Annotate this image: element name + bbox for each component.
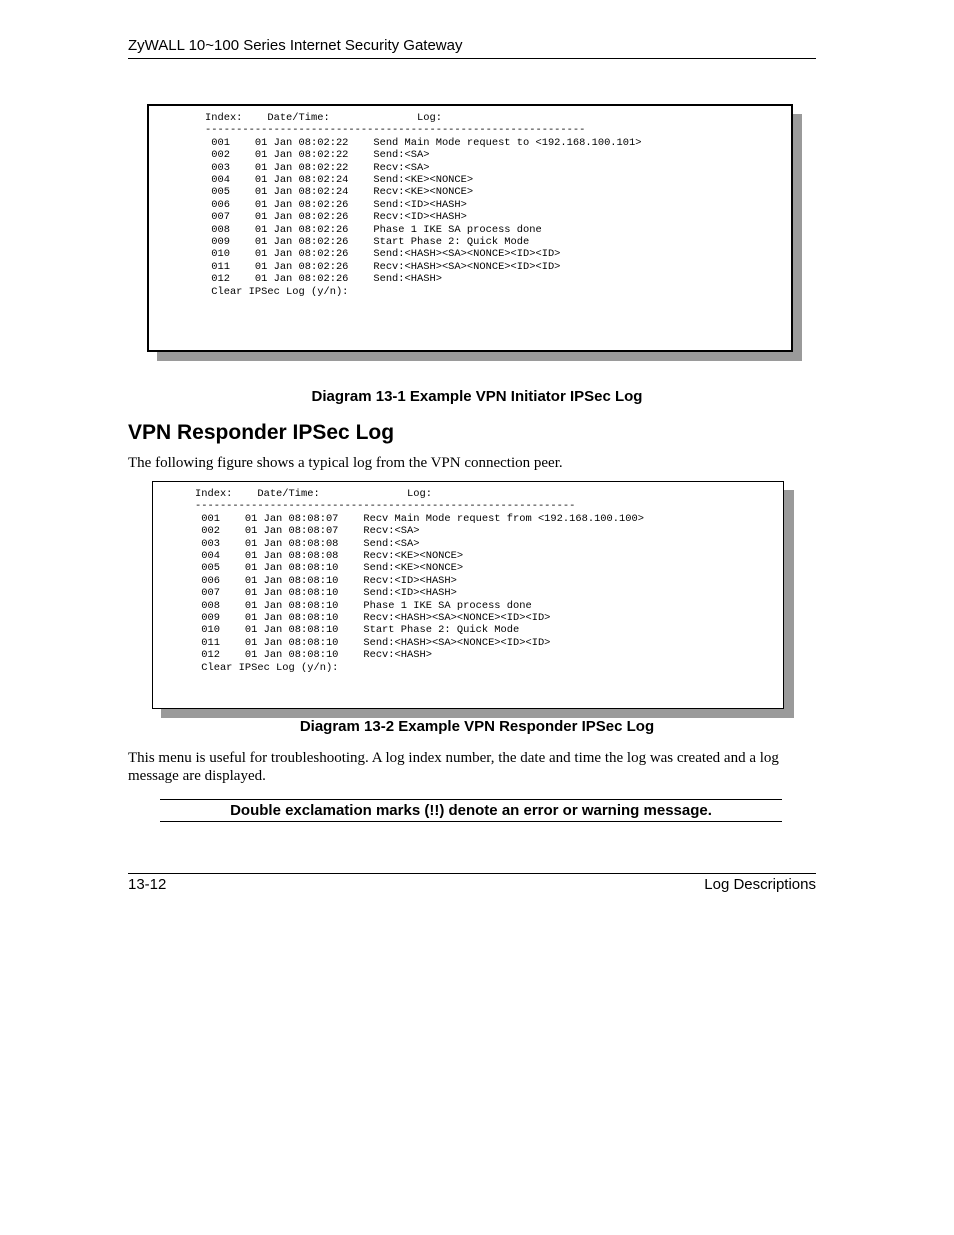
page-footer <box>128 873 816 893</box>
page-number: 13-12 <box>128 876 167 893</box>
warning-note: Double exclamation marks (!!) denote an error or warning message. <box>160 799 782 822</box>
figure2-log-text: Index: Date/Time: Log: ------------------------------------------------------------- 001 01 Jan 08:08:07 Recv Main Mode request from <192.168.100.100> 002 01 Jan 08:08:07 Recv:<SA> 003 01 Jan 08:08:08 Send:<SA> 004 01 Jan 08:08:08 Recv:<KE><NONCE> 005 01 Jan 08:08:10 Send:<KE><NONCE> 006 01 Jan 08:08:10 Recv:<ID><HASH> 007 01 Jan 08:08:10 Send:<ID><HASH> 008 01 Jan 08:08:10 Phase 1 IKE SA process done 009 01 Jan 08:08:10 Recv:<HASH><SA><NONCE><ID><ID> 010 01 Jan 08:08:10 Start Phase 2: Quick Mode 011 01 Jan 08:08:10 Send:<HASH><SA><NONCE><ID><ID> 012 01 Jan 08:08:10 Recv:<HASH> Clear IPSec Log (y/n): <box>195 488 644 674</box>
figure1-screen <box>147 104 793 352</box>
figure2-caption: Diagram 13-2 Example VPN Responder IPSec Log <box>299 718 655 735</box>
figure1-caption: Diagram 13-1 Example VPN Initiator IPSec Log <box>311 388 643 405</box>
section-intro: The following figure shows a typical log from the VPN connection peer. <box>128 455 563 471</box>
figure1-log-text: Index: Date/Time: Log: ------------------------------------------------------------- 001 01 Jan 08:02:22 Send Main Mode request to <192.168.100.101> 002 01 Jan 08:02:22 Send:<SA> 003 01 Jan 08:02:22 Recv:<SA> 004 01 Jan 08:02:24 Send:<KE><NONCE> 005 01 Jan 08:02:24 Recv:<KE><NONCE> 006 01 Jan 08:02:26 Send:<ID><HASH> 007 01 Jan 08:02:26 Recv:<ID><HASH> 008 01 Jan 08:02:26 Phase 1 IKE SA process done 009 01 Jan 08:02:26 Start Phase 2: Quick Mode 010 01 Jan 08:02:26 Send:<HASH><SA><NONCE><ID><ID> 011 01 Jan 08:02:26 Recv:<HASH><SA><NONCE><ID><ID> 012 01 Jan 08:02:26 Send:<HASH> Clear IPSec Log (y/n): <box>205 112 642 298</box>
body-paragraph: This menu is useful for troubleshooting. A log index number, the date and time the log was created and a log message are displayed. <box>128 750 779 784</box>
figure2-screen <box>152 481 784 709</box>
page-header <box>128 37 816 59</box>
section-title: VPN Responder IPSec Log <box>128 421 395 444</box>
header-title: ZyWALL 10~100 Series Internet Security Gateway <box>128 37 463 54</box>
chapter-title: Log Descriptions <box>704 876 816 893</box>
